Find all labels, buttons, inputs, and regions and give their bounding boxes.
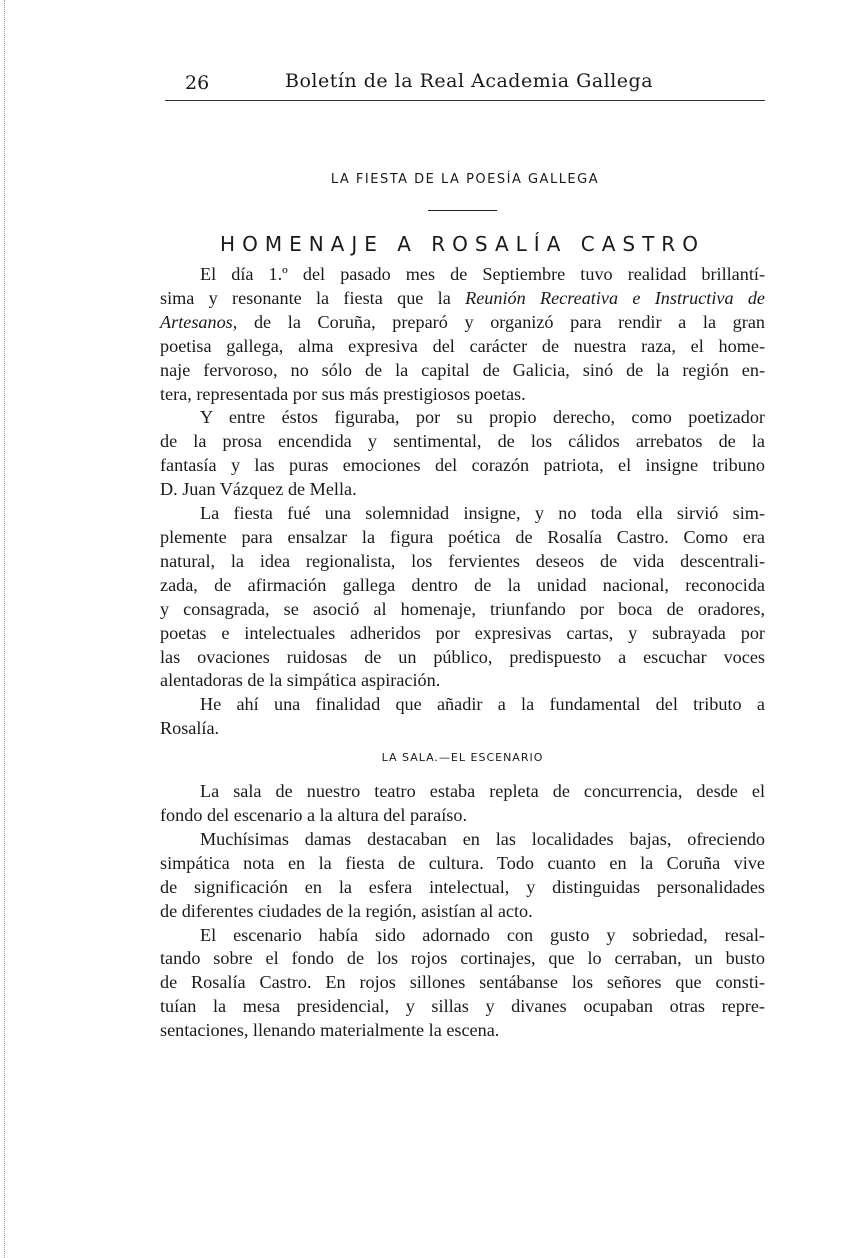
text-line: Y entre éstos figuraba, por su propio derecho, como poetizador bbox=[200, 407, 765, 428]
text-line: El día 1.º del pasado mes de Septiembre tuvo realidad brillantí- bbox=[200, 264, 765, 284]
text-line: tuían la mesa presidencial, y sillas y divanes ocupaban otras repre- bbox=[160, 996, 765, 1017]
section-heading: LA SALA.—EL ESCENARIO bbox=[381, 751, 544, 765]
paragraph bbox=[160, 780, 765, 828]
text-line: El escenario había sido adornado con gusto y sobriedad, resal- bbox=[200, 924, 765, 945]
paragraph bbox=[160, 924, 765, 1044]
text-line: de la prosa encendida y sentimental, de los cálidos arrebatos de la bbox=[160, 431, 765, 452]
text-line: fondo del escenario a la altura del paraíso. bbox=[160, 805, 468, 826]
text-line: natural, la idea regionalista, los fervientes deseos de vida descentrali- bbox=[160, 550, 765, 571]
running-header bbox=[165, 68, 765, 101]
text-line: tera, representada por sus más prestigiosos poetas. bbox=[160, 383, 526, 404]
paragraph bbox=[160, 406, 765, 502]
article-heading: HOMENAJE A ROSALÍA CASTRO bbox=[220, 232, 705, 256]
text-segment: de la Coruña, preparó y organizó para rendir a la gran bbox=[237, 311, 765, 332]
text-line: de diferentes ciudades de la región, asistían al acto. bbox=[160, 900, 533, 921]
text-line: plemente para ensalzar la figura poética de Rosalía Castro. Como era bbox=[160, 526, 765, 547]
page-number: 26 bbox=[185, 72, 210, 94]
text-line: Rosalía. bbox=[160, 718, 220, 739]
text-line bbox=[160, 311, 765, 335]
text-line: naje fervoroso, no sólo de la capital de Galicia, sinó de la región en- bbox=[160, 359, 765, 380]
journal-title: Boletín de la Real Academia Gallega bbox=[285, 70, 654, 92]
text-line: de Rosalía Castro. En rojos sillones sentábanse los señores que consti- bbox=[160, 972, 765, 993]
text-line: Muchísimas damas destacaban en las localidades bajas, ofreciendo bbox=[200, 828, 765, 849]
text-line: simpática nota en la fiesta de cultura. Todo cuanto en la Coruña vive bbox=[160, 852, 765, 873]
text-line: La sala de nuestro teatro estaba repleta de concurrencia, desde el bbox=[200, 781, 765, 802]
text-line: y consagrada, se asoció al homenaje, triunfando por boca de oradores, bbox=[160, 598, 765, 619]
paragraph bbox=[160, 693, 765, 741]
scan-edge bbox=[4, 0, 7, 1258]
text-line: He ahí una finalidad que añadir a la fundamental del tributo a bbox=[200, 694, 765, 715]
article-body bbox=[160, 263, 765, 1043]
text-line: de significación en la esfera intelectual, y distinguidas personalidades bbox=[160, 876, 765, 897]
text-line: alentadoras de la simpática aspiración. bbox=[160, 670, 441, 691]
text-line bbox=[160, 287, 765, 311]
paragraph bbox=[160, 263, 765, 406]
italic-text: Reunión Recreativa e Instructiva de bbox=[465, 287, 765, 308]
text-line: La fiesta fué una solemnidad insigne, y no toda ella sirvió sim- bbox=[200, 503, 765, 524]
text-line: poetas e intelectuales adheridos por expresivas cartas, y subrayada por bbox=[160, 622, 765, 643]
short-rule-divider bbox=[428, 210, 497, 211]
article-kicker: LA FIESTA DE LA POESÍA GALLEGA bbox=[330, 172, 600, 187]
text-segment: sima y resonante la fiesta que la bbox=[160, 287, 466, 308]
text-line: sentaciones, llenando materialmente la escena. bbox=[160, 1020, 500, 1041]
italic-text: Artesanos, bbox=[160, 311, 238, 332]
text-line: las ovaciones ruidosas de un público, predispuesto a escuchar voces bbox=[160, 646, 765, 667]
text-line: tando sobre el fondo de los rojos cortinajes, que lo cerraban, un busto bbox=[160, 948, 765, 969]
paragraph bbox=[160, 502, 765, 693]
text-line: poetisa gallega, alma expresiva del carácter de nuestra raza, el home- bbox=[160, 335, 765, 356]
text-line: D. Juan Vázquez de Mella. bbox=[160, 479, 357, 500]
paragraph bbox=[160, 828, 765, 924]
text-line: zada, de afirmación gallega dentro de la unidad nacional, reconocida bbox=[160, 574, 765, 595]
text-line: fantasía y las puras emociones del corazón patriota, el insigne tribuno bbox=[160, 455, 765, 476]
